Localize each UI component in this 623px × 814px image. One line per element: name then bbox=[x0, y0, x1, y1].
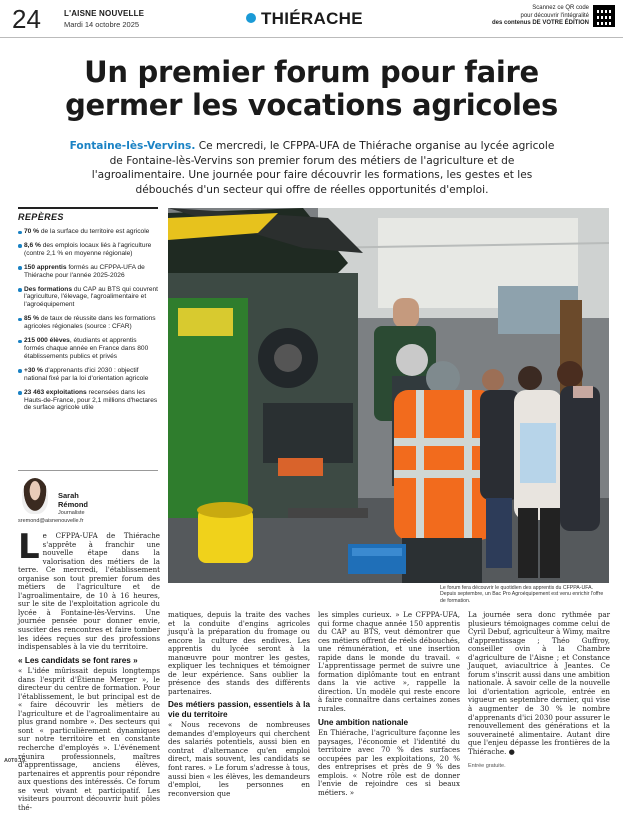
author-last-name: Rémond bbox=[58, 500, 88, 509]
reperes-title: REPÈRES bbox=[18, 207, 158, 222]
section-label: THIÉRACHE bbox=[261, 9, 363, 28]
article-column-4 bbox=[468, 611, 610, 771]
qr-line-1: Scannez ce QR code bbox=[532, 5, 589, 11]
entry-note: Entrée gratuite. bbox=[468, 763, 506, 770]
article-column-3 bbox=[318, 611, 460, 799]
reperes-item-text: formés au CFPPA-UFA de Thiérache pour l'année 2025-2026 bbox=[24, 263, 145, 279]
author-email[interactable]: sremond@aisnenouvelle.fr bbox=[18, 518, 84, 524]
page-number: 24 bbox=[12, 4, 41, 34]
paragraph-intro bbox=[18, 527, 160, 652]
drop-cap: L bbox=[18, 527, 40, 567]
reperes-item-figure: 215 000 élèves bbox=[24, 337, 70, 345]
paragraph-7: La journée sera donc rythmée par plusieurs témoignages comme celui de Cyril Debuf, agriculteur à Wimy, maître d'apprentissage ; Théo Guffroy, conseiller ovin à la Chambre d'agriculture de l'Aisne ; et Constance Jauquet, aviacultrice à Jeantes. Ce forum s'inscrit aussi dans une ambition nationale. À savoir celle de la nouvelle loi d'orientation agricole, entrée en vigueur en septembre dernier, qui vise à augmenter de 30 % le nombre d'apprenants d'ici 2030 pour assurer le renouvellement des générations et la souveraineté alimentaire. Autant dire que l'enjeu dépasse les frontières de la Thiérache. ● bbox=[468, 610, 610, 756]
subheading-ambition: Une ambition nationale bbox=[318, 717, 409, 727]
paragraph-2: « L'idée mûrissait depuis longtemps dans l'esprit d'Étienne Merger », le directeur du centre de formation. Pour l'établissement, le but principal est de « faire découvrir les métiers de l'agriculture et de l'agroalimentaire au plus grand nombre ». Des secteurs qui sont « particulièrement dynamiques sur notre territoire et en constante recherche d'employés ». L'événement réunira professionnels, maîtres d'apprentissage, anciens élèves, partenaires et apprentis pour répondre aux questions des intéressés. Ce forum se veut vivant et participatif. Les visiteurs pourront découvrir huit pôles thé- bbox=[18, 666, 160, 812]
reperes-item bbox=[18, 367, 158, 383]
author-avatar bbox=[22, 478, 48, 514]
reperes-item bbox=[18, 286, 158, 310]
author-box bbox=[18, 470, 158, 528]
reperes-item-text: , étudiants et apprentis formés chaque année en France dans 800 établissements publics et privés bbox=[24, 337, 149, 360]
qr-promo bbox=[459, 5, 589, 28]
article-lead bbox=[62, 139, 562, 197]
issue-date: Mardi 14 octobre 2025 bbox=[64, 20, 140, 29]
section-title bbox=[246, 9, 363, 29]
reperes-item-figure: 23 463 exploitations bbox=[24, 388, 87, 396]
reperes-item bbox=[18, 337, 158, 361]
reperes-item-figure: Des formations bbox=[24, 285, 72, 293]
dateline-location: Fontaine-lès-Vervins. bbox=[69, 140, 196, 152]
reperes-item bbox=[18, 264, 158, 280]
qr-code-icon[interactable] bbox=[593, 5, 615, 27]
reperes-item-figure: 150 apprentis bbox=[24, 263, 67, 271]
author-first-name: Sarah bbox=[58, 491, 79, 500]
tractor-workshop-photo bbox=[168, 208, 609, 583]
author-name bbox=[58, 491, 88, 509]
photo-caption: Le forum fera découvrir le quotidien des apprentis du CFPPA-UFA. Depuis septembre, un Bac Pro Agroéquipement est venu enrichir l'offre de formation. bbox=[440, 585, 604, 604]
reperes-item-text: recensées dans les Hauts-de-France, pour 2,1 millions d'hectares de surface agricole utile bbox=[24, 388, 158, 412]
article-photo bbox=[168, 208, 609, 583]
reperes-item-text: du CAP au BTS qui couvrent l'agriculture, l'élevage, l'agroalimentaire et l'agroéquipement bbox=[24, 285, 159, 309]
qr-line-3: des contenus DE VOTRE ÉDITION bbox=[491, 20, 589, 27]
paragraph-3: matiques, depuis la traite des vaches et la conduite d'engins agricoles jusqu'à la préparation du fromage ou encore la culture des endives. Les apprentis du lycée seront à la manœuvre pour montrer les gestes, expliquer les techniques et témoigner de leur expérience. Sans oublier la présence des stands des différents partenaires. bbox=[168, 610, 310, 696]
lead-text: Ce mercredi, le CFPPA-UFA de Thiérache organise au lycée agricole de Fontaine-lès-Vervins son premier forum des métiers de l'agriculture et de l'agroalimentaire. Une journée pour faire découvrir les formations, les gestes et les débouchés d'un secteur qui offre de réelles opportunités d'emploi. bbox=[91, 140, 555, 196]
masthead bbox=[0, 0, 623, 38]
paragraph-intro-text: e CFPPA-UFA de Thiérache s'apprête à franchir une nouvelle étape dans la valorisation des métiers de la terre. Ce mercredi, l'établissement organise son tout premier forum des métiers de l'agriculture et de l'agroalimentaire, de 10 à 16 heures, sur le site de l'exploitation agricole du lycée à Fontaine-lès-Vervins. Une journée pensée pour donner envie, susciter des rencontres et faire tomber les idées reçues sur des professions indispensables à la vie du territoire. bbox=[18, 531, 160, 652]
reperes-item bbox=[18, 315, 158, 331]
paragraph-5: les simples curieux. » Le CFPPA-UFA, qui forme chaque année 150 apprentis du CAP au BTS, veut démontrer que ces métiers offrent de réels débouchés, une rémunération, et une insertion rapide dans le monde du travail. « L'apprentissage permet de suivre une formation diplômante tout en entrant dans la vie active », rappelle la direction. Un modèle qui reste encore à faire connaître dans certaines zones rurales. bbox=[318, 610, 460, 714]
article-headline: Un premier forum pour faire germer les vocations agricoles bbox=[65, 55, 558, 122]
author-role: Journaliste bbox=[58, 510, 85, 516]
reperes-item bbox=[18, 389, 158, 413]
reperes-item-figure: 85 % bbox=[24, 315, 40, 323]
reperes-item-figure: 70 % bbox=[24, 228, 40, 235]
paragraph-6: En Thiérache, l'agriculture façonne les paysages, l'économie et l'identité du territoire avec 70 % des surfaces occupées par les exploitations, 20 % des entreprises et près de 9 % des emplois. « Notre rôle est de donner l'envie de rejoindre ces si beaux métiers. » bbox=[318, 727, 460, 797]
subheading-candidats: « Les candidats se font rares » bbox=[18, 655, 138, 665]
reperes-item-text: d'apprenants d'ici 2030 : objectif national fixé par la loi d'orientation agricole bbox=[24, 366, 149, 382]
paragraph-4: « Nous recevons de nombreuses demandes d'employeurs qui cherchent des salariés potentiels, aussi bien en contrat d'alternance qu'en emploi direct, mais souvent, les candidats se font rares. » Le forum s'adresse à tous, aussi bien « les élèves, les demandeurs d'emploi, les personnes en reconversion que bbox=[168, 720, 310, 798]
section-dot-icon bbox=[246, 13, 256, 23]
reperes-item bbox=[18, 242, 158, 258]
reperes-item-figure: +30 % bbox=[24, 366, 43, 374]
subheading-metiers: Des métiers passion, essentiels à la vie du territoire bbox=[168, 700, 310, 719]
reperes-item bbox=[18, 228, 158, 236]
reperes-list bbox=[18, 228, 158, 412]
reperes-item-text: de la surface du territoire est agricole bbox=[39, 228, 150, 235]
reperes-sidebar bbox=[18, 207, 158, 418]
qr-line-2: pour découvrir l'intégralité bbox=[520, 12, 589, 19]
reperes-item-text: de taux de réussite dans les formations agricoles régionales (source : CFAR) bbox=[24, 315, 156, 331]
footer-code: A0T0.19. bbox=[4, 758, 27, 764]
newspaper-brand: L'AISNE NOUVELLE bbox=[64, 9, 145, 18]
reperes-item-text: des emplois locaux liés à l'agriculture (contre 2,1 % en moyenne régionale) bbox=[24, 241, 152, 257]
reperes-item-figure: 8,6 % bbox=[24, 241, 41, 249]
